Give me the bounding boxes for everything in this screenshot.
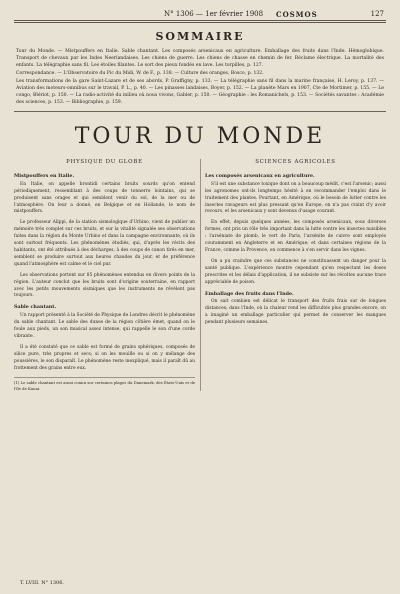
left-column [14, 159, 195, 391]
column-heading: PHYSIQUE DU GLOBE [66, 159, 143, 165]
article-paragraph: En Italie, on appelle brontidi certains bruits sourds qu'on entend périodiquement, ressemblant à des coups de tonnerre lointains, qui se produisent sans orages et qui semblent venir du sol, de la mer ou de l'atmosphère. On leur a donné, en Belgique et en Hollande, le nom de mistpouffers. [14, 181, 195, 215]
article-paragraph: Un rapport présenté à la Société de Physique de Londres décrit le phénomène du sable chantant. Le sable des dunes de la région côtière émet, quand on le foule aux pieds, un son musical assez intense, qui rappelle le son d'une corde vibrante. [14, 313, 195, 339]
article-title: Emballage des fruits dans l'Inde. [205, 290, 294, 297]
article-paragraph: On sait combien est délicat le transport des fruits frais sur de longues distances; dans l'Inde, où la chaleur rend les difficultés plus grandes encore, on a imaginé un emballage particulier qui permet de conserver les mangues pendant plusieurs semaines. [205, 299, 386, 326]
journal-name: COSMOS [276, 10, 318, 19]
article-paragraph: En effet, depuis quelques années, les composés arsenicaux, sous diverses formes, ont pris un rôle très important dans la lutte contre les insectes nuisibles : l'arséniate de plomb, le vert de Paris, l'arsénite de cuivre sont employés couramment en Angleterre et en Amérique; et dans certaines régions de la France, comme la Provence, on commence à s'en servir dans les vignes. [205, 220, 386, 253]
column-heading: SCIENCES AGRICOLES [255, 159, 336, 165]
running-head [14, 6, 386, 20]
article-paragraph: Les observations portent sur 85 phénomènes entendus en divers points de la région. L'auteur conclut que les bruits sont d'origine souterraine, en rapport avec les petits mouvements sismiques que les instruments ne révèlent pas toujours. [14, 272, 195, 299]
section-title: TOUR DU MONDE [74, 124, 326, 149]
article-title: Sable chantant. [14, 304, 57, 311]
footnote: (1) Le sable chantant est aussi connu sur certaines plages du Danemark, des États-Unis et de l'île de Kauai. [14, 377, 195, 391]
article-paragraph: On a pu craindre que ces substances ne constituassent un danger pour la santé publique. L'expérience montre cependant qu'en respectant les doses prescrites et les délais d'application, il ne subsiste sur les récoltes aucune trace appréciable de poison. [205, 258, 386, 285]
sommaire-rule [14, 111, 386, 112]
article-paragraph: Le professeur Alippi, de la station sismologique d'Urbino, vient de publier un mémoire très complet sur ces bruits, et sur la vitalité signalée ses observations faites dans la région du Monte Urbino et dans la campagne environnante, où ils sont surtout fréquents. Les phénomènes étudiés, qui, d'après les récits des habitants, ont été attribués à des décharges, à des coups de canon tirés en mer, semblent se produire surtout aux heures chaudes du jour, et de préférence quand l'atmosphère est calme et le ciel pur. [14, 220, 195, 267]
sommaire-body [14, 48, 386, 106]
sommaire-paragraph: Les transformations de la gare Saint-Lazare et de ses abords, P. Graffigny, p. 133. — La télégraphie sans fil dans la marine française, H. Leroy, p. 137. — Aviation des moteurs-omnibus sur le travail, P. L., p. 40. — Les pinasses landaises, Boyer, p. 152. — La planète Mars en 1907, Cte de Mortimer, p. 155. — Le congo, Blériot, p. 150. — La radio-activité du milieu où nous vivons, Gabler, p. 150. — Géographie : les Romanichels, p. 153. — Sociétés savantes : Académie des sciences, p. 153. — Bibliographie, p. 159. [16, 79, 384, 105]
article-title: Les composés arsenicaux en agriculture. [205, 172, 315, 179]
header-rule [14, 20, 386, 23]
sommaire-paragraph: Correspondance. — L'Observatoire du Pic du Midi, W. de F., p. 138. — Culture des oranges, Bosco, p. 132. [16, 71, 264, 76]
page-number: 127 [370, 10, 384, 18]
issue-date: N° 1306 — 1er février 1908 [164, 10, 264, 18]
sommaire-title: SOMMAIRE [155, 30, 245, 43]
right-column [205, 159, 386, 391]
sommaire-paragraph: Tour du Monde. — Mistpouffers en Italie. Sable chantant. Les composés arsenicaux en agriculture. Emballage des fruits dans l'Inde. Hémoglobique. Transport de chevaux par les Indes Neerlandaises. Les chiens de guerre. Les chiens de chasse en chemin de fer. Réclame électrique. La mortalité des enfants. La télégraphie sans fil. Les étoiles filantes. Le sort des pieux fondés en lave. Les torpilles, p. 127. [16, 49, 384, 68]
article-paragraph: Il a été constaté que ce sable est formé de grains sphériques, composés de silice pure, très propres et secs; si on les mouille ou si on y mélange des poussières, le son disparaît. Le phénomène reste inexpliqué, mais il paraît dû au frottement des grains entre eux. [14, 344, 195, 371]
article-columns [14, 159, 386, 391]
volume-footer: T. LVIII. N° 1306. [20, 580, 64, 586]
article-paragraph: S'il est une substance toxique dont on a beaucoup médit, c'est l'arsenic; aussi les agronomes ont-ils longtemps hésité à en recommander l'emploi dans le traitement des plantes. Pourtant, en Amérique, où le besoin de lutter contre les insectes ravageurs est plus pressant qu'en Europe, on n'a pas craint d'y avoir recours, et les arsenicaux y sont devenus d'usage courant. [205, 181, 386, 215]
article-title: Mistpouffers en Italie. [14, 172, 75, 179]
